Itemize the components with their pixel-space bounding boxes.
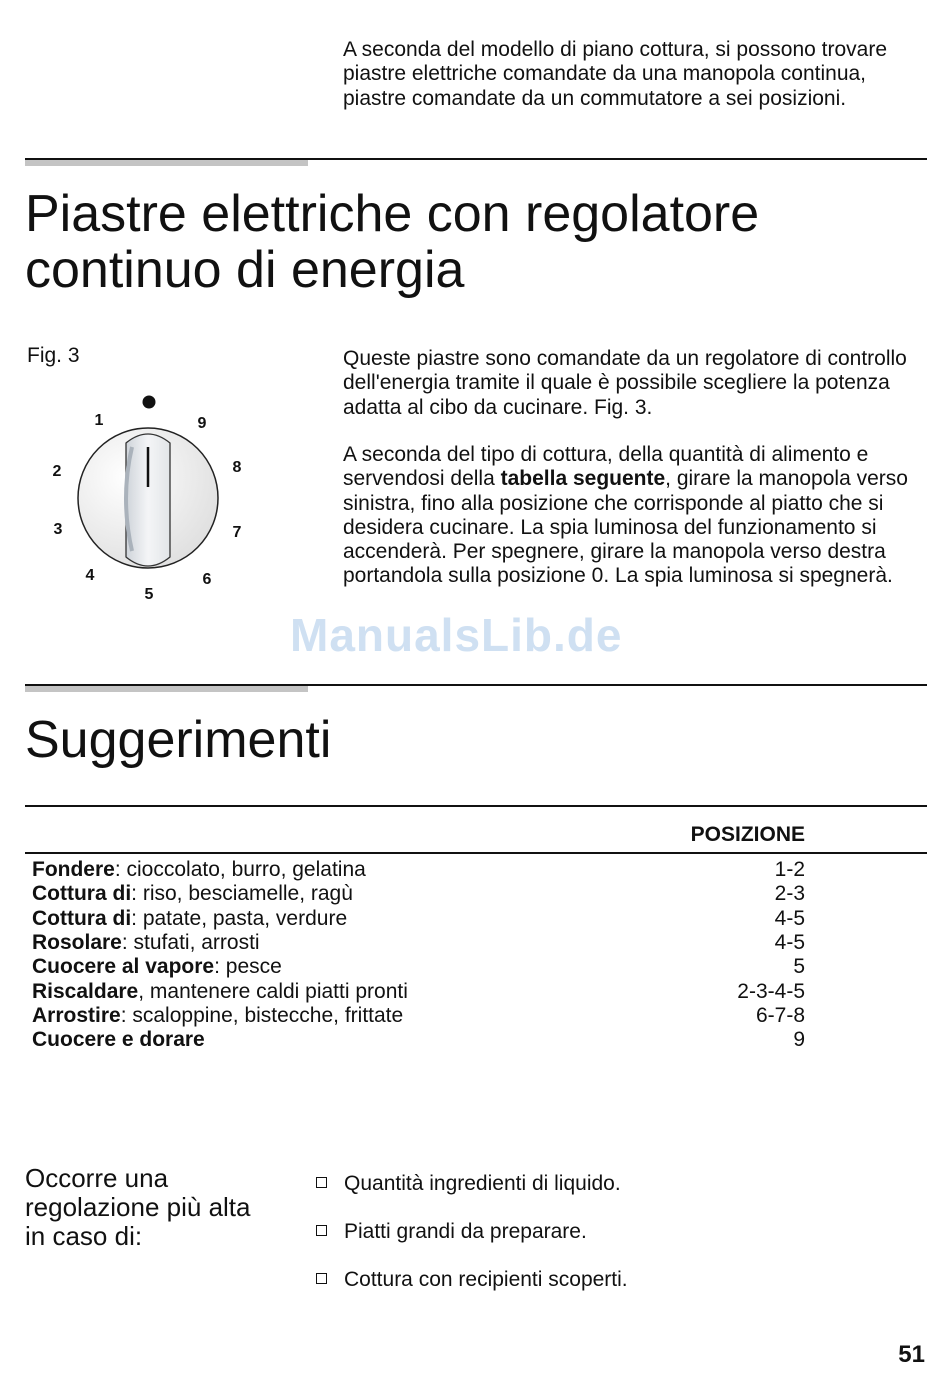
intro-paragraph: A seconda del modello di piano cottura, si possono trovare piastre elettriche comandate da una manopola continua, piastre comandate da un commutatore a sei posizioni. [343,38,888,110]
row-position: 9 [793,1028,805,1052]
instructions-bold-table-ref: tabella seguente [500,467,666,491]
row-label-detail: : scaloppine, bistecche, frittate [120,1003,404,1027]
side-note [25,1164,305,1251]
section-rule [25,684,927,686]
title-line-2: continuo di energia [25,241,465,299]
instructions-text-start: A seconda del tipo di cottura, della quantità di alimento e servendosi della [343,443,869,491]
section-rule-accent [25,685,308,692]
row-label-bold: Rosolare [32,930,122,954]
table-row [32,907,805,931]
side-note-line-2: regolazione più alta [25,1192,251,1222]
section-title-energy-regulator [25,186,935,298]
side-note-line-1: Occorre una [25,1163,169,1193]
table-row [32,1028,805,1052]
table-header-position: POSIZIONE [690,823,805,846]
row-position: 2-3 [774,882,805,906]
page-number: 51 [898,1341,925,1368]
paragraph-instructions [343,443,935,589]
row-position: 6-7-8 [755,1003,805,1027]
row-label-detail: : cioccolato, burro, gelatina [114,858,366,881]
checklist-item-text: Quantità ingredienti di liquido. [344,1172,621,1195]
instructions-text-end: , girare la manopola verso sinistra, fino alla posizione che corrisponde al piatto che si desidera cucinare. La spia luminosa del funzionamento si accenderà. Per spegnere, girare la manopola verso destra portandola sulla posizione 0. La spia luminosa si spegnerà. [343,467,908,588]
dial-number-5: 5 [144,586,154,603]
row-label-bold: Cottura di [32,882,132,906]
off-position-dot [143,396,156,409]
table-row [32,931,805,955]
table-row [32,858,805,882]
row-label-bold: Cuocere al vapore [32,955,215,979]
row-label-detail: : stufati, arrosti [121,930,260,954]
table-row [32,882,805,906]
dial-number-7: 7 [232,524,242,541]
row-position: 4-5 [774,930,805,954]
table-top-rule [25,805,927,807]
section-title-suggestions: Suggerimenti [25,711,332,769]
dial-number-1: 1 [94,412,104,429]
checkbox-icon [316,1273,327,1284]
checkbox-icon [316,1177,327,1188]
row-label-detail: : pesce [214,955,282,979]
row-position: 4-5 [774,906,805,930]
row-label-bold: Cuocere e dorare [32,1028,205,1052]
row-position: 2-3-4-5 [737,979,805,1003]
control-knob-figure [40,385,270,610]
table-row [32,955,805,979]
checklist-item [316,1219,587,1245]
checklist-item-text: Cottura con recipienti scoperti. [344,1268,628,1291]
dial-number-4: 4 [85,567,95,584]
section-rule-accent [25,159,308,166]
side-note-line-3: in caso di: [25,1221,143,1251]
dial-number-2: 2 [52,463,62,480]
title-line-1: Piastre elettriche con regolatore [25,185,760,243]
dial-number-6: 6 [202,571,212,588]
figure-label: Fig. 3 [27,344,80,367]
row-label-bold: Fondere [32,858,115,881]
row-label-detail: : patate, pasta, verdure [131,906,348,930]
dial-number-3: 3 [53,521,63,538]
section-rule [25,158,927,160]
row-label-bold: Arrostire [32,1003,121,1027]
table-row [32,980,805,1004]
checkbox-icon [316,1225,327,1236]
dial-number-8: 8 [232,459,242,476]
watermark: ManualsLib.de [290,609,623,661]
row-position: 1-2 [774,858,805,881]
dial-number-9: 9 [197,415,207,432]
row-label-detail: : riso, besciamelle, ragù [131,882,353,906]
row-label-bold: Cottura di [32,906,132,930]
checklist-item [316,1171,621,1197]
checklist-item-text: Piatti grandi da preparare. [344,1220,587,1243]
paragraph-energy-control: Queste piastre sono comandate da un regolatore di controllo dell'energia tramite il quale è possibile scegliere la potenza adatta al cibo da cucinare. Fig. 3. [343,347,907,419]
row-label-detail: , mantenere caldi piatti pronti [138,979,408,1003]
checklist-item [316,1267,628,1293]
table-row [32,1004,805,1028]
row-position: 5 [793,955,805,979]
row-label-bold: Riscaldare [32,979,139,1003]
table-header-rule [25,852,927,854]
